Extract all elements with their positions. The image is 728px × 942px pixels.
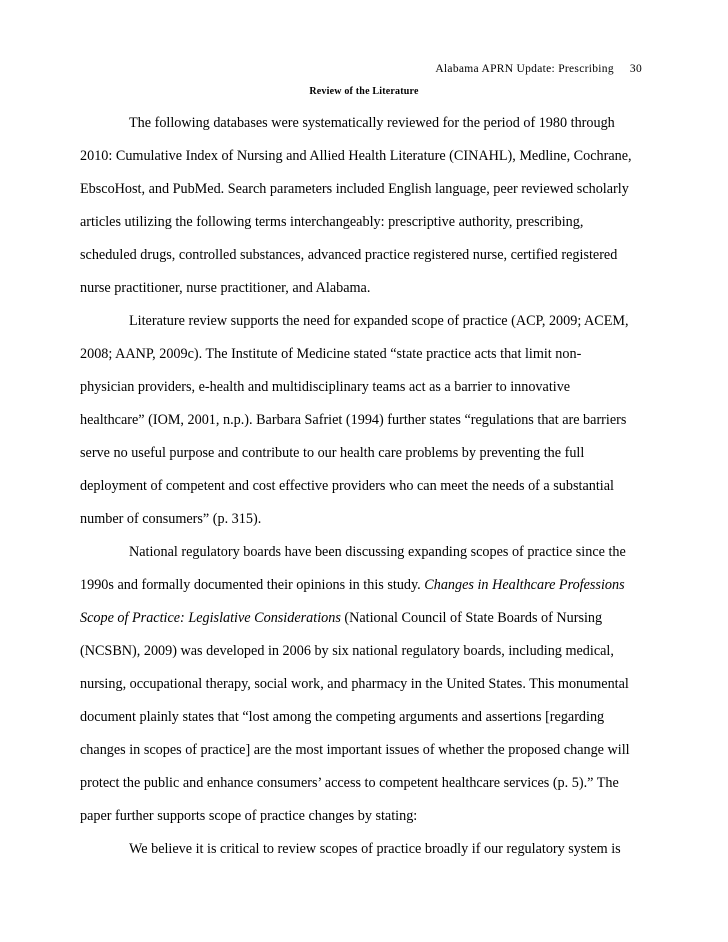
text-line: paper further supports scope of practice changes by stating:	[80, 808, 418, 824]
text-line: (NCSBN), 2009) was developed in 2006 by six national regulatory boards, including medical,	[80, 643, 614, 659]
text-line: changes in scopes of practice] are the most important issues of whether the proposed change will	[80, 742, 630, 758]
text-line: document plainly states that “lost among the competing arguments and assertions [regarding	[80, 709, 605, 725]
text-line: deployment of competent and cost effective providers who can meet the needs of a substantial	[80, 478, 614, 494]
page-number: 30	[629, 63, 642, 75]
text-line: The following databases were systematically reviewed for the period of 1980 through	[129, 115, 615, 131]
text-line: National regulatory boards have been discussing expanding scopes of practice since the	[129, 544, 626, 560]
text-run: 1990s and formally documented their opinions in this study.	[80, 577, 425, 593]
text-line: nursing, occupational therapy, social work, and pharmacy in the United States. This monumental	[80, 676, 629, 692]
text-line: physician providers, e-health and multidisciplinary teams act as a barrier to innovative	[80, 379, 571, 395]
section-title: Review of the Literature	[309, 86, 419, 97]
text-line: EbscoHost, and PubMed. Search parameters included English language, peer reviewed scholarly	[80, 181, 629, 197]
text-line: healthcare” (IOM, 2001, n.p.). Barbara Safriet (1994) further states “regulations that are barriers	[80, 412, 627, 428]
text-line: protect the public and enhance consumers’ access to competent healthcare services (p. 5).” The	[80, 775, 619, 791]
text-line: nurse practitioner, nurse practitioner, and Alabama.	[80, 280, 371, 296]
text-line: 2010: Cumulative Index of Nursing and Allied Health Literature (CINAHL), Medline, Cochrane,	[80, 148, 632, 164]
text-line: 2008; AANP, 2009c). The Institute of Medicine stated “state practice acts that limit non-	[80, 346, 582, 362]
text-line: scheduled drugs, controlled substances, advanced practice registered nurse, certified registered	[80, 247, 618, 263]
text-line: We believe it is critical to review scopes of practice broadly if our regulatory system is	[129, 841, 621, 857]
text-run: (National Council of State Boards of Nursing	[340, 610, 603, 626]
text-line	[80, 576, 625, 594]
text-line: Literature review supports the need for expanded scope of practice (ACP, 2009; ACEM,	[129, 313, 629, 329]
text-line: articles utilizing the following terms interchangeably: prescriptive authority, prescribing,	[80, 214, 584, 230]
italic-title: Changes in Healthcare Professions	[424, 577, 625, 593]
italic-title: Scope of Practice: Legislative Considerations	[80, 610, 341, 626]
text-line	[80, 609, 602, 627]
text-line: serve no useful purpose and contribute to our health care problems by preventing the full	[80, 445, 585, 461]
running-head-title: Alabama APRN Update: Prescribing	[435, 63, 614, 75]
running-head	[435, 63, 642, 75]
text-line: number of consumers” (p. 315).	[80, 511, 262, 527]
